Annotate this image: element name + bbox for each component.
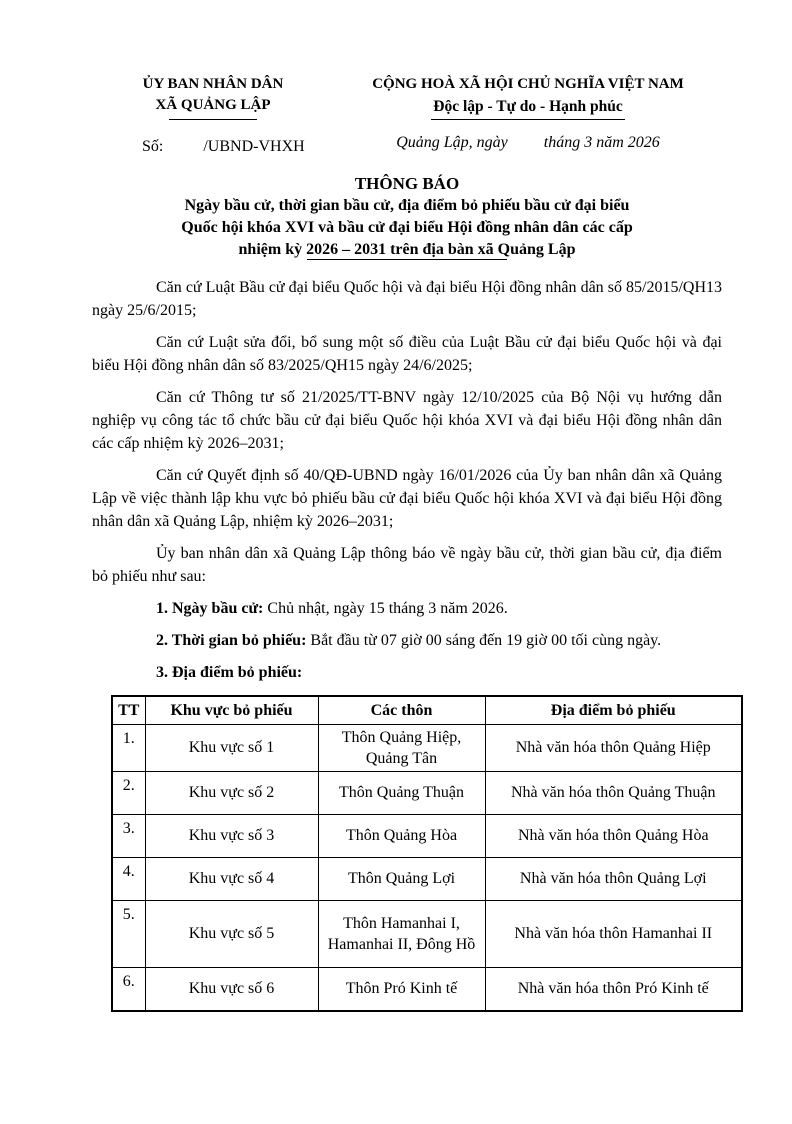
table-row (112, 967, 742, 1011)
national-slogan: Độc lập - Tự do - Hạnh phúc (431, 96, 624, 120)
place-date-part2: tháng 3 năm 2026 (543, 134, 660, 151)
table-row (112, 900, 742, 967)
item-polling-places (92, 661, 722, 684)
national-motto-block (334, 74, 722, 158)
cell-tt: 4. (112, 857, 145, 900)
item-voting-time-text: Bắt đầu từ 07 giờ 00 sáng đến 19 giờ 00 tối cùng ngày. (310, 632, 662, 649)
cell-location: Nhà văn hóa thôn Quảng Hiệp (485, 724, 742, 771)
document-subtitle-line3: nhiệm kỳ 2026 – 2031 trên địa bàn xã Quảng Lập (238, 241, 576, 258)
table-header-row (112, 696, 742, 724)
place-date-part1: Quảng Lập, ngày (396, 134, 508, 151)
cell-location: Nhà văn hóa thôn Quảng Hòa (485, 814, 742, 857)
item-election-day-text: Chủ nhật, ngày 15 tháng 3 năm 2026. (267, 600, 508, 617)
issuing-org-name: XÃ QUẢNG LẬP (155, 97, 271, 113)
document-type-title: THÔNG BÁO (354, 174, 460, 193)
cell-tt: 6. (112, 967, 145, 1011)
place-date-line (334, 131, 722, 154)
item-election-day (92, 597, 722, 620)
cell-location: Nhà văn hóa thôn Pró Kinh tế (485, 967, 742, 1011)
cell-villages: Thôn Quảng Thuận (318, 771, 485, 814)
cell-area: Khu vực số 6 (145, 967, 318, 1011)
issuing-org-block (92, 74, 334, 158)
announcement-intro-paragraph: Ủy ban nhân dân xã Quảng Lập thông báo về ngày bầu cử, thời gian bầu cử, địa điểm bỏ phiếu như sau: (92, 545, 722, 585)
document-subtitle-line2: Quốc hội khóa XVI và bầu cử đại biểu Hội đồng nhân dân các cấp (181, 219, 633, 236)
legal-basis-paragraph: Căn cứ Thông tư số 21/2025/TT-BNV ngày 12/10/2025 của Bộ Nội vụ hướng dẫn nghiệp vụ công tác tổ chức bầu cử đại biểu Quốc hội khóa XVI và đại biểu Hội đồng nhân dân các cấp nhiệm kỳ 2026–2031; (92, 389, 722, 452)
table-row (112, 724, 742, 771)
legal-basis-paragraph: Căn cứ Luật Bầu cử đại biểu Quốc hội và đại biểu Hội đồng nhân dân số 85/2015/QH13 ngày 25/6/2015; (92, 279, 722, 319)
cell-area: Khu vực số 2 (145, 771, 318, 814)
col-header-location: Địa điểm bỏ phiếu (485, 696, 742, 724)
cell-villages: Thôn Hamanhai I, Hamanhai II, Đông Hồ (318, 900, 485, 967)
item-voting-time (92, 629, 722, 652)
cell-area: Khu vực số 1 (145, 724, 318, 771)
polling-stations-table (111, 695, 743, 1012)
legal-basis-paragraph: Căn cứ Luật sửa đổi, bổ sung một số điều của Luật Bầu cử đại biểu Quốc hội và đại biểu Hội đồng nhân dân số 83/2025/QH15 ngày 24/6/2025; (92, 334, 722, 374)
legal-basis-paragraph: Căn cứ Quyết định số 40/QĐ-UBND ngày 16/01/2026 của Ủy ban nhân dân xã Quảng Lập về việc thành lập khu vực bỏ phiếu bầu cử đại biểu Quốc hội khóa XVI và đại biểu Hội đồng nhân dân xã Quảng Lập, nhiệm kỳ 2026–2031; (92, 467, 722, 530)
cell-location: Nhà văn hóa thôn Hamanhai II (485, 900, 742, 967)
document-header (92, 74, 722, 158)
document-subtitle-line1: Ngày bầu cử, thời gian bầu cử, địa điểm bỏ phiếu bầu cử đại biểu (184, 197, 630, 214)
title-underline-rule (307, 259, 507, 260)
document-number-value: /UBND-VHXH (203, 138, 305, 155)
cell-tt: 1. (112, 724, 145, 771)
document-number-line (92, 135, 334, 158)
issuing-org-parent: ỦY BAN NHÂN DÂN (142, 76, 284, 92)
item-voting-time-label: 2. Thời gian bỏ phiếu: (156, 632, 307, 649)
col-header-tt: TT (112, 696, 145, 724)
cell-tt: 3. (112, 814, 145, 857)
document-number-label: Số: (142, 138, 164, 155)
document-body (92, 276, 722, 684)
national-title: CỘNG HOÀ XÃ HỘI CHỦ NGHĨA VIỆT NAM (372, 76, 684, 92)
cell-villages: Thôn Quảng Lợi (318, 857, 485, 900)
cell-villages: Thôn Pró Kinh tế (318, 967, 485, 1011)
item-polling-places-label: 3. Địa điểm bỏ phiếu: (156, 664, 303, 681)
cell-location: Nhà văn hóa thôn Quảng Thuận (485, 771, 742, 814)
col-header-area: Khu vực bỏ phiếu (145, 696, 318, 724)
table-row (112, 771, 742, 814)
table-row (112, 814, 742, 857)
cell-area: Khu vực số 5 (145, 900, 318, 967)
cell-villages: Thôn Quảng Hòa (318, 814, 485, 857)
cell-area: Khu vực số 4 (145, 857, 318, 900)
cell-villages: Thôn Quảng Hiệp, Quảng Tân (318, 724, 485, 771)
cell-area: Khu vực số 3 (145, 814, 318, 857)
col-header-villages: Các thôn (318, 696, 485, 724)
item-election-day-label: 1. Ngày bầu cử: (156, 600, 264, 617)
table-row (112, 857, 742, 900)
cell-location: Nhà văn hóa thôn Quảng Lợi (485, 857, 742, 900)
org-underline-rule (169, 119, 257, 120)
cell-tt: 2. (112, 771, 145, 814)
cell-tt: 5. (112, 900, 145, 967)
